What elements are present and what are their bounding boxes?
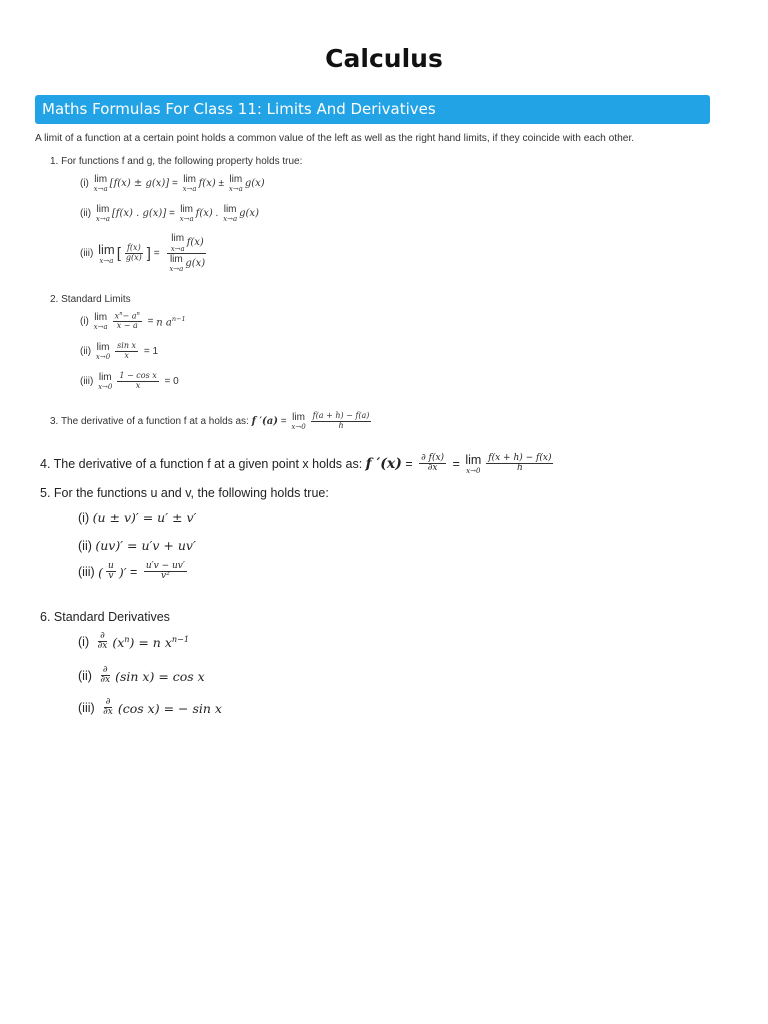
label-i: (i): [78, 510, 90, 525]
formula-6-iii: (iii) $\frac{\partial}{\partial x}$ (cos x) = − sin x: [78, 697, 222, 718]
formula-6-i: (i) $\frac{\partial}{\partial x}$ $(x^n) = n$ $x^{n-1}$: [78, 631, 190, 652]
item-4-heading: 4. The derivative of a function f at a given point x holds as:: [40, 457, 363, 471]
lim-subscript: x→0: [291, 423, 306, 431]
intro-text: A limit of a function at a certain point holds a common value of the left as well as the right hand limits, if they coincide with each other.: [35, 133, 635, 144]
formula-2-iii: (iii) lim x→0 $\frac{\text{1 − cos x}}{x}$ = 0: [80, 371, 179, 391]
lim-text: lim: [96, 204, 110, 215]
lim-text: lim: [169, 253, 183, 265]
section-banner: Maths Formulas For Class 11: Limits And Derivatives: [35, 95, 710, 124]
item-2-heading: 2. Standard Limits: [50, 294, 131, 305]
formula-5-ii: (ii) (uv)′ = u′v + uv′: [78, 538, 196, 553]
lim-text: lim: [223, 204, 237, 215]
formula-6-ii: (ii) $\frac{\partial}{\partial x}$ (sin x) = cos x: [78, 665, 205, 686]
lim-text: lim: [94, 174, 108, 185]
item-3-heading: 3. The derivative of a function f at a holds as:: [50, 416, 249, 427]
lim-subscript: x→a: [99, 256, 114, 265]
page-title: Calculus: [325, 44, 443, 73]
lim-subscript: x→a: [170, 244, 185, 253]
item-1-heading: 1. For functions f and g, the following property holds true:: [50, 156, 303, 167]
lim-subscript: x→a: [223, 215, 238, 223]
lim-subscript: x→a: [93, 323, 108, 331]
lim-text: lim: [465, 453, 482, 467]
item-6-heading: 6. Standard Derivatives: [40, 610, 170, 624]
label-iii: (iii): [80, 376, 94, 387]
label-ii: (ii): [80, 346, 92, 357]
lim-text: lim: [98, 372, 112, 383]
lim-subscript: x→0: [466, 467, 481, 475]
label-ii: (ii): [80, 208, 92, 219]
lim-text: lim: [229, 174, 243, 185]
label-i: (i): [80, 316, 89, 327]
lim-subscript: x→a: [95, 215, 110, 223]
item-4: 4. The derivative of a function f at a given point x holds as: f ′(x) = $\frac{\partial f(x)}{\partial x}$ = lim x→0 $\frac{f(x + h) - f(x)}{h}$: [40, 452, 552, 475]
formula-1-iii: (iii) lim x→a [ $\frac{f(x)}{g(x)}$ ] = lim x→a f(x) lim x→a g(x): [80, 233, 206, 273]
lim-subscript: x→a: [182, 185, 197, 193]
lim-text: lim: [171, 233, 185, 244]
lim-text: lim: [292, 412, 305, 423]
formula-2-i: (i) lim x→a $\frac{x^n- a^n}{x - a}$ = n $a^{n-1}$: [80, 311, 186, 331]
label-iii: (iii): [80, 247, 94, 259]
lim-subscript: x→a: [93, 185, 108, 193]
formula-5-i: (i) (u ± v)′ = u′ ± v′: [78, 510, 197, 525]
label-ii: (ii): [78, 538, 92, 553]
formula-1-i: (i) lim x→a [f(x) ± g(x)] = lim x→a f(x) ± lim x→a g(x): [80, 174, 265, 193]
lim-text: lim: [96, 342, 110, 353]
lim-text: lim: [180, 204, 194, 215]
label-iii: (iii): [78, 701, 95, 716]
lim-subscript: x→0: [98, 383, 113, 391]
formula-2-ii: (ii) lim x→0 $\frac{\text{sin x}}{x}$ = 1: [80, 341, 159, 361]
lim-text: lim: [98, 241, 115, 257]
lim-text: lim: [94, 312, 108, 323]
lim-text: lim: [183, 174, 196, 185]
lim-subscript: x→a: [228, 185, 243, 193]
lim-subscript: x→a: [169, 264, 184, 273]
formula-5-iii: (iii) ( $\frac{u}{v}$ )′ = $\frac{u'v - uv'}{\text{v²}}$: [78, 561, 185, 582]
label-iii: (iii): [78, 565, 95, 580]
label-i: (i): [78, 635, 90, 650]
lim-subscript: x→a: [179, 215, 194, 223]
lim-subscript: x→0: [95, 353, 111, 361]
label-ii: (ii): [78, 669, 92, 684]
item-5-heading: 5. For the functions u and v, the following holds true:: [40, 486, 329, 500]
formula-1-ii: (ii) lim x→a [f(x) . g(x)] = lim x→a f(x) . lim x→a g(x): [80, 204, 259, 223]
item-3: 3. The derivative of a function f at a holds as: f ′(a) = lim x→0 $\frac{f(a + h) - f(a)}{h}$: [50, 411, 370, 431]
label-i: (i): [80, 178, 89, 189]
